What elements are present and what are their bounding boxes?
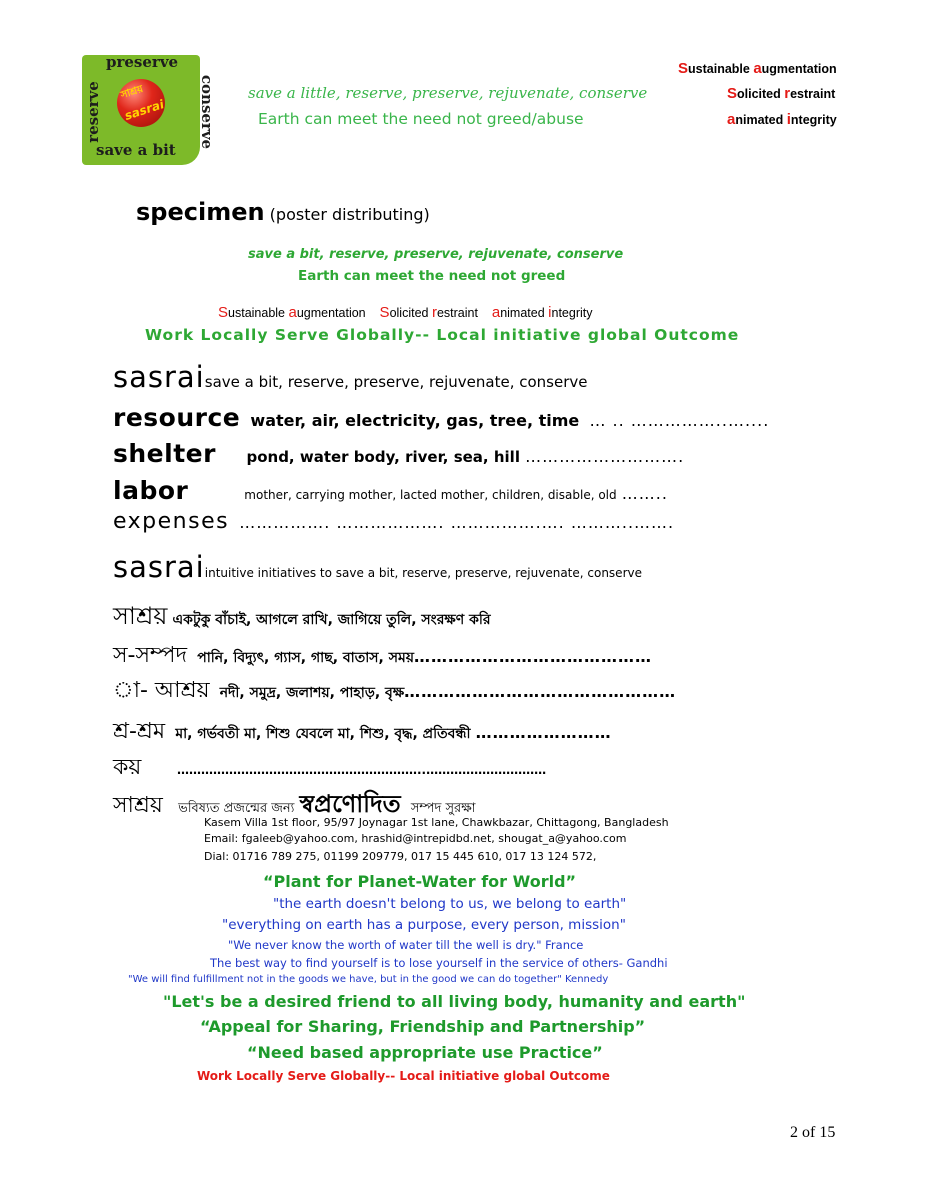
logo-top-text: preserve [106, 53, 179, 71]
poster-line-1: save a bit, reserve, preserve, rejuvenate, conserve [248, 247, 624, 262]
row-shelter: shelter pond, water body, river, sea, hill ………………………. [113, 439, 685, 468]
header-tagline-2: Earth can meet the need not greed/abuse [258, 110, 584, 128]
contact-email: Email: fgaleeb@yahoo.com, hrashid@intrepidbd.net, shougat_a@yahoo.com [204, 832, 627, 845]
header-tagline-1: save a little, reserve, preserve, rejuvenate, conserve [248, 84, 648, 102]
contact-phone: Dial: 01716 789 275, 01199 209779, 017 15 445 610, 017 13 124 572, [204, 850, 597, 863]
quote-gandhi: The best way to find yourself is to lose yourself in the service of others- Gandhi [210, 956, 668, 970]
poster-motto: Work Locally Serve Globally-- Local initiative global Outcome [145, 326, 740, 344]
row-labor: labor mother, carrying mother, lacted mother, children, disable, old …….. [113, 476, 668, 505]
bangla-row-5: কয় ……………………………………………………..………………………… [113, 755, 547, 780]
bangla-row-4: শ্র-শ্রম মা, গর্ভবতী মা, শিশু যেবলে মা, শিশু, বৃদ্ধ, প্রতিবন্ধী …………………… [113, 719, 612, 744]
page-number: 2 of 15 [790, 1124, 836, 1141]
quote-earth-belong: "the earth doesn't belong to us, we belong to earth" [273, 896, 627, 912]
logo-ball-english: sasrai [122, 97, 166, 123]
logo-ball-bangla: সাশ্রয় [119, 83, 145, 102]
row-resource: resource water, air, electricity, gas, tree, time … .. ……………..….... [113, 403, 770, 432]
poster-principles: Sustainable augmentation Solicited restraint animated integrity [218, 304, 593, 321]
logo-bottom-text: save a bit [96, 141, 176, 159]
logo-right-text: conserve [198, 74, 217, 150]
quote-water-worth: "We never know the worth of water till the well is dry." France [228, 938, 584, 952]
bangla-row-3: া- আশ্রয় নদী, সমুদ্র, জলাশয়, পাহাড়, বৃক্ষ………………………………………… [113, 678, 677, 703]
specimen-heading: specimen (poster distributing) [136, 198, 430, 226]
sasrai-logo [82, 53, 217, 165]
quote-plant-planet: “Plant for Planet-Water for World” [263, 872, 577, 891]
header-principle-3: animated integrity [727, 111, 837, 128]
row-expenses: expenses ……………. ………………. …………….…. ………..……. [113, 509, 675, 534]
bangla-row-6: সাশ্রয় ভবিষ্যত প্রজন্মের জন্য স্বপ্রণোদিত সম্পদ সুরক্ষা [113, 790, 476, 818]
quote-work-locally: Work Locally Serve Globally-- Local initiative global Outcome [197, 1069, 610, 1083]
contact-address: Kasem Villa 1st floor, 95/97 Joynagar 1st lane, Chawkbazar, Chittagong, Bangladesh [204, 816, 669, 829]
row-sasrai-2: sasraiintuitive initiatives to save a bit, reserve, preserve, rejuvenate, conserve [113, 550, 642, 584]
quote-everything-purpose: "everything on earth has a purpose, every person, mission" [222, 917, 626, 933]
bangla-row-1: সাশ্রয় একটুকু বাঁচাই, আগলে রাখি, জাগিয়ে তুলি, সংরক্ষণ করি [113, 602, 491, 630]
quote-appeal-sharing: “Appeal for Sharing, Friendship and Partnership” [200, 1017, 646, 1036]
quote-desired-friend: "Let's be a desired friend to all living body, humanity and earth" [163, 992, 746, 1011]
poster-line-2: Earth can meet the need not greed [298, 268, 566, 284]
header-principle-1: Sustainable augmentation [678, 60, 837, 77]
quote-kennedy: "We will find fulfillment not in the goods we have, but in the good we can do together" Kennedy [128, 974, 609, 985]
bangla-row-2: স-সম্পদ পানি, বিদ্যুৎ, গ্যাস, গাছ, বাতাস, সময়…………………………………… [113, 643, 653, 668]
row-sasrai-1: sasraisave a bit, reserve, preserve, rejuvenate, conserve [113, 360, 588, 394]
logo-left-text: reserve [83, 81, 102, 143]
header-principle-2: Solicited restraint [727, 85, 836, 102]
quote-need-based: “Need based appropriate use Practice” [247, 1043, 603, 1062]
